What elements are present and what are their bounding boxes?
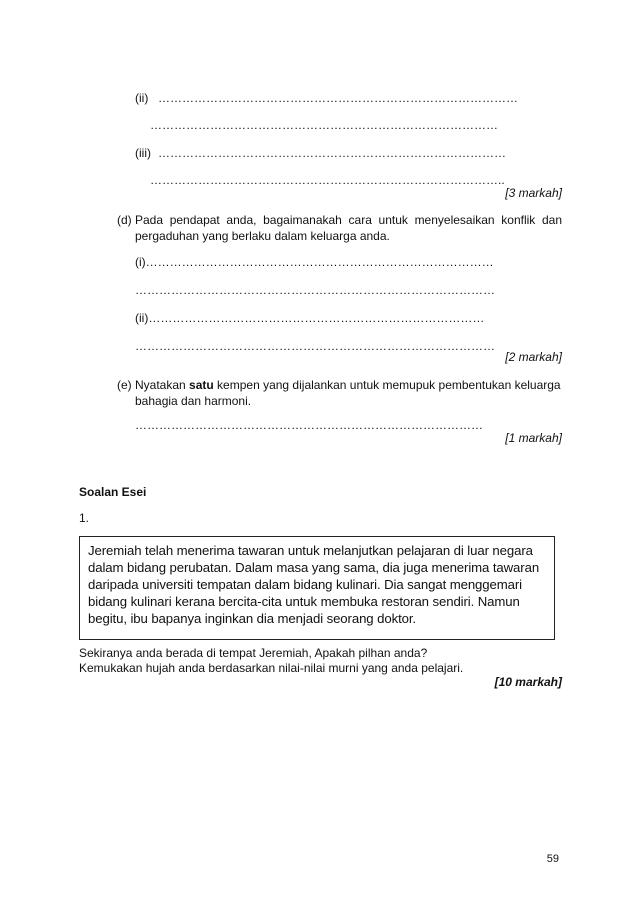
part-c-marks: [3 markah]: [505, 186, 562, 200]
part-d-question-line-1: Pada pendapat anda, bagaimanakah cara untuk menyelesaikan konflik dan: [135, 213, 562, 227]
essay-scenario-line-4: bidang kulinari kerana bercita-cita untuk membuka restoran sendiri. Namun: [88, 594, 520, 609]
part-d-ii-answer-line-1: (ii)…………………………………………………………………………: [135, 311, 485, 325]
essay-scenario-line-1: Jeremiah telah menerima tawaran untuk melanjutkan pelajaran di luar negara: [88, 543, 533, 558]
part-e-question-line-2: bahagia dan harmoni.: [135, 394, 252, 408]
part-c-ii-answer-line-2: ……………………………………………………………………………: [150, 118, 498, 132]
part-d-i-answer-line-1: (i)……………………………………………………………………………: [135, 255, 494, 269]
essay-question-line-1: Sekiranya anda berada di tempat Jeremiah, Apakah pilhan anda?: [79, 646, 428, 660]
part-c-ii-answer-line-1: ………………………………………………………………………………: [158, 91, 518, 105]
part-d-i-answer-line-2: ………………………………………………………………………………: [135, 283, 495, 297]
part-d-marks: [2 markah]: [505, 350, 562, 364]
essay-scenario-line-3: daripada universiti tempatan dalam bidang kulinari. Dia sangat menggemari: [88, 577, 522, 592]
part-e-question-bold: satu: [189, 378, 214, 392]
part-c-ii-label: (ii): [135, 91, 149, 105]
essay-marks: [10 markah]: [494, 675, 562, 689]
part-c-iii-label: (iii): [135, 146, 151, 160]
part-e-question-line-1: [135, 377, 561, 393]
essay-question-number: 1.: [79, 511, 90, 525]
part-e-marks: [1 markah]: [505, 431, 562, 445]
part-e-answer-line: ……………………………………………………………………………: [135, 418, 483, 432]
part-c-iii-answer-line-1: ……………………………………………………………………………: [158, 146, 506, 160]
part-e-question-pre: Nyatakan: [135, 378, 190, 392]
part-d-ii-answer-line-2: ………………………………………………………………………………: [135, 339, 495, 353]
page-number: 59: [546, 853, 559, 865]
essay-scenario-line-5: begitu, ibu bapanya inginkan dia menjadi seorang doktor.: [88, 611, 416, 626]
part-e-question-post: kempen yang dijalankan untuk memupuk pembentukan keluarga: [213, 378, 561, 392]
essay-scenario-box: [79, 536, 555, 640]
part-c-iii-answer-line-2: ……………………………………………………………………………..: [150, 173, 505, 187]
part-d-label: (d): [117, 213, 132, 227]
essay-question-line-2: Kemukakan hujah anda berdasarkan nilai-nilai murni yang anda pelajari.: [79, 661, 464, 675]
essay-scenario-line-2: dalam bidang perubatan. Dalam masa yang sama, dia juga menerima tawaran: [88, 560, 540, 575]
part-d-question-line-2: pergaduhan yang berlaku dalam keluarga anda.: [135, 229, 390, 243]
essay-heading: Soalan Esei: [79, 485, 147, 499]
part-e-label: (e): [117, 378, 132, 392]
